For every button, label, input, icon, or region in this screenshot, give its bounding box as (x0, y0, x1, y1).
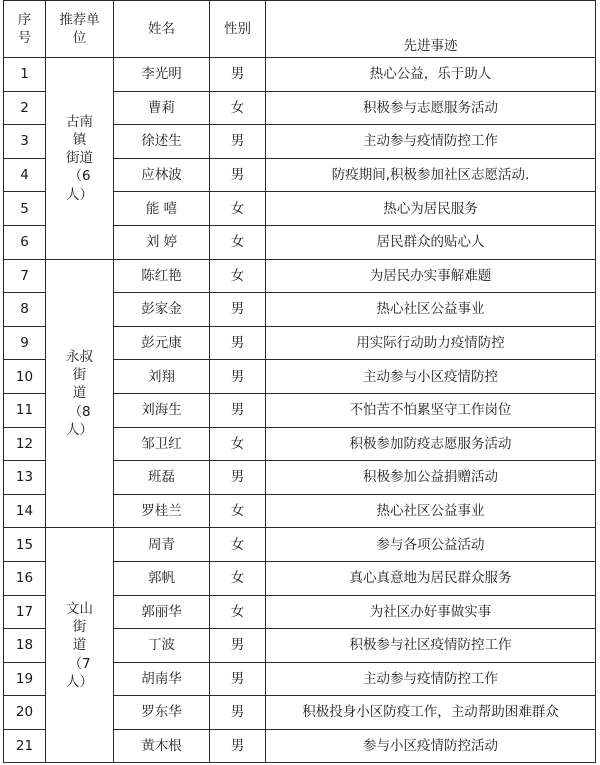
row-name: 彭家金 (114, 293, 210, 327)
row-index: 5 (4, 192, 46, 226)
row-deed: 热心社区公益事业 (266, 494, 596, 528)
row-deed: 不怕苦不怕累坚守工作岗位 (266, 393, 596, 427)
row-name: 刘 婷 (114, 225, 210, 259)
row-gender: 女 (210, 192, 266, 226)
row-index: 12 (4, 427, 46, 461)
row-deed: 积极参加公益捐赠活动 (266, 461, 596, 495)
row-deed: 积极投身小区防疫工作，主动帮助困难群众 (266, 696, 596, 730)
row-index: 4 (4, 158, 46, 192)
row-name: 班磊 (114, 461, 210, 495)
row-name: 黄木根 (114, 729, 210, 763)
row-gender: 男 (210, 461, 266, 495)
row-deed: 主动参与疫情防控工作 (266, 125, 596, 159)
row-gender: 女 (210, 259, 266, 293)
row-deed: 积极参与志愿服务活动 (266, 91, 596, 125)
unit-cell: 古南镇 街道 （6 人） (46, 58, 114, 260)
row-deed: 防疫期间,积极参加社区志愿活动. (266, 158, 596, 192)
row-index: 14 (4, 494, 46, 528)
recommendation-table (3, 0, 596, 763)
row-gender: 男 (210, 629, 266, 663)
row-index: 19 (4, 662, 46, 696)
row-gender: 女 (210, 427, 266, 461)
table-row (4, 58, 596, 92)
row-deed: 参与小区疫情防控活动 (266, 729, 596, 763)
row-index: 17 (4, 595, 46, 629)
row-index: 13 (4, 461, 46, 495)
row-deed: 主动参与小区疫情防控 (266, 360, 596, 394)
row-deed: 主动参与疫情防控工作 (266, 662, 596, 696)
header-index: 序 号 (4, 1, 46, 58)
row-gender: 女 (210, 494, 266, 528)
row-deed: 热心为居民服务 (266, 192, 596, 226)
row-gender: 男 (210, 729, 266, 763)
row-name: 邹卫红 (114, 427, 210, 461)
row-gender: 男 (210, 293, 266, 327)
row-index: 18 (4, 629, 46, 663)
unit-cell: 文山街 道 （7 人） (46, 528, 114, 763)
row-deed: 积极参加防疫志愿服务活动 (266, 427, 596, 461)
row-deed: 用实际行动助力疫情防控 (266, 326, 596, 360)
row-index: 20 (4, 696, 46, 730)
row-name: 徐述生 (114, 125, 210, 159)
row-index: 2 (4, 91, 46, 125)
row-gender: 男 (210, 125, 266, 159)
row-name: 罗东华 (114, 696, 210, 730)
table-row (4, 528, 596, 562)
row-index: 6 (4, 225, 46, 259)
row-deed: 真心真意地为居民群众服务 (266, 561, 596, 595)
row-name: 胡南华 (114, 662, 210, 696)
row-name: 曹莉 (114, 91, 210, 125)
header-unit: 推荐单 位 (46, 1, 114, 58)
row-name: 陈红艳 (114, 259, 210, 293)
row-gender: 男 (210, 326, 266, 360)
row-name: 郭帆 (114, 561, 210, 595)
row-index: 16 (4, 561, 46, 595)
row-deed: 热心公益，乐于助人 (266, 58, 596, 92)
row-gender: 男 (210, 696, 266, 730)
row-index: 11 (4, 393, 46, 427)
row-gender: 男 (210, 393, 266, 427)
table-row (4, 259, 596, 293)
unit-cell: 永叔街 道 （8 人） (46, 259, 114, 528)
row-gender: 女 (210, 561, 266, 595)
header-row (4, 1, 596, 58)
row-index: 8 (4, 293, 46, 327)
header-gender: 性别 (210, 1, 266, 58)
row-name: 周青 (114, 528, 210, 562)
row-gender: 女 (210, 528, 266, 562)
row-name: 彭元康 (114, 326, 210, 360)
row-index: 15 (4, 528, 46, 562)
row-index: 21 (4, 729, 46, 763)
row-index: 9 (4, 326, 46, 360)
row-name: 李光明 (114, 58, 210, 92)
row-deed: 居民群众的贴心人 (266, 225, 596, 259)
row-gender: 女 (210, 225, 266, 259)
header-deeds: 先进事迹 (266, 1, 596, 58)
row-name: 郭丽华 (114, 595, 210, 629)
row-index: 7 (4, 259, 46, 293)
row-name: 能 嘻 (114, 192, 210, 226)
row-index: 3 (4, 125, 46, 159)
row-name: 刘翔 (114, 360, 210, 394)
row-deed: 为社区办好事做实事 (266, 595, 596, 629)
row-gender: 男 (210, 158, 266, 192)
row-deed: 为居民办实事解难题 (266, 259, 596, 293)
row-index: 1 (4, 58, 46, 92)
row-name: 刘海生 (114, 393, 210, 427)
row-gender: 男 (210, 662, 266, 696)
row-deed: 积极参与社区疫情防控工作 (266, 629, 596, 663)
row-deed: 参与各项公益活动 (266, 528, 596, 562)
row-name: 罗桂兰 (114, 494, 210, 528)
row-name: 丁波 (114, 629, 210, 663)
row-gender: 男 (210, 58, 266, 92)
row-deed: 热心社区公益事业 (266, 293, 596, 327)
header-name: 姓名 (114, 1, 210, 58)
row-name: 应林波 (114, 158, 210, 192)
row-index: 10 (4, 360, 46, 394)
row-gender: 女 (210, 595, 266, 629)
row-gender: 女 (210, 91, 266, 125)
row-gender: 男 (210, 360, 266, 394)
